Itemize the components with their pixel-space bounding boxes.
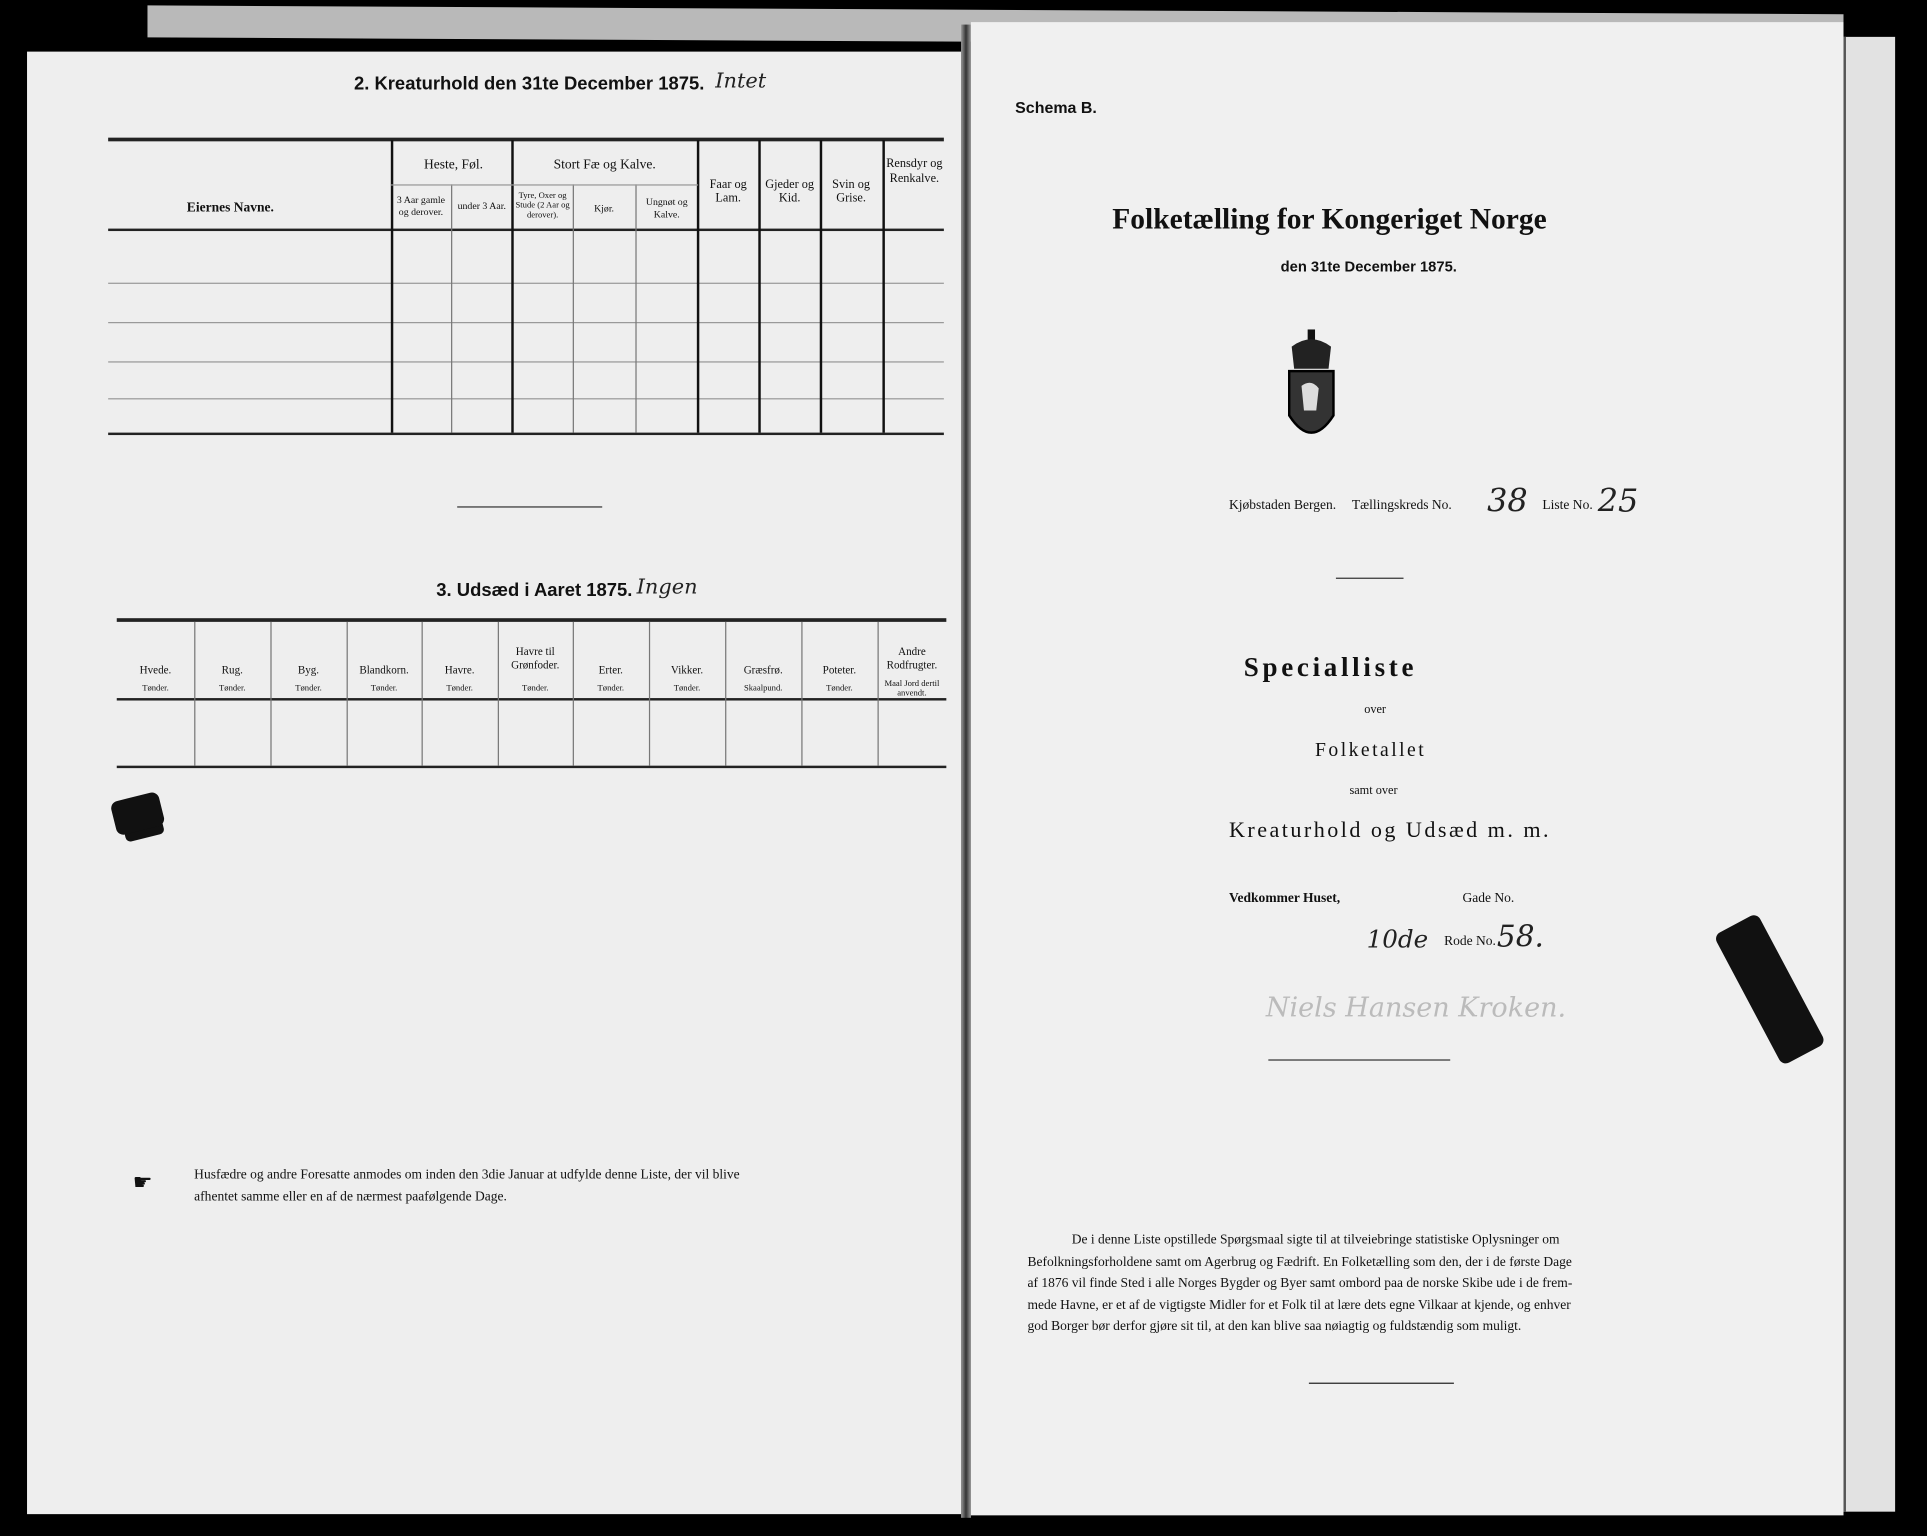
col-sheep: Faar og Lam. xyxy=(709,178,747,206)
document-title: Folketælling for Kongeriget Norge xyxy=(1112,204,1547,236)
subcol-horses-old: 3 Aar gamle og derover. xyxy=(396,194,445,218)
row-line xyxy=(108,398,944,399)
table3-col-name: Byg. xyxy=(297,663,320,676)
subcol-calves: Ungnøt og Kalve. xyxy=(645,196,688,220)
owner-col-header: Eiernes Navne. xyxy=(186,200,274,216)
group-header-cattle: Stort Fæ og Kalve. xyxy=(553,157,656,173)
page-edge xyxy=(1844,37,1896,1512)
notice-line1: Husfædre og andre Foresatte anmodes om inden den 3die Januar at udfylde denne Liste, der vil blive xyxy=(194,1167,740,1183)
table3-col-unit: Tønder. xyxy=(142,683,169,694)
gade-label: Gade No. xyxy=(1462,891,1515,906)
paragraph-line: af 1876 vil finde Sted i alle Norges Bygder og Byer samt ombord paa de norske Skibe ude i de frem- xyxy=(1027,1275,1573,1291)
section2-handwritten: Intet xyxy=(715,68,767,94)
specialliste-heading: Specialliste xyxy=(1243,651,1418,683)
liste-label: Liste No. xyxy=(1542,497,1593,513)
table3-col-name: Hvede. xyxy=(139,663,172,676)
kreds-value: 38 xyxy=(1487,482,1528,520)
col-pigs: Svin og Grise. xyxy=(832,178,871,206)
col-divider xyxy=(725,622,726,766)
samt-over-text: samt over xyxy=(1349,784,1398,798)
subcol-bulls: Tyre, Oxer og Stude (2 Aar og derover). xyxy=(515,190,570,220)
section3-handwritten: Ingen xyxy=(636,575,698,600)
schema-label: Schema B. xyxy=(1015,98,1097,117)
kreds-label: Tællingskreds No. xyxy=(1351,497,1452,513)
rode-label: Rode No. xyxy=(1444,934,1496,949)
separator-line xyxy=(1268,1059,1450,1060)
rode-prefix: 10de xyxy=(1366,924,1429,954)
location-label: Kjøbstaden Bergen. xyxy=(1229,497,1337,513)
row-line xyxy=(108,322,944,323)
table3-col-name: Rug. xyxy=(221,663,243,676)
over-text: over xyxy=(1364,702,1387,717)
col-divider xyxy=(801,622,802,766)
col-divider xyxy=(573,622,574,766)
table3-col-name: Havre til Grønfoder. xyxy=(511,645,560,672)
table3-col-unit: Tønder. xyxy=(295,683,322,694)
table3-col-name: Erter. xyxy=(598,663,623,676)
col-divider xyxy=(878,622,879,766)
rode-value: 58. xyxy=(1496,919,1544,954)
table3-col-unit: Tønder. xyxy=(673,683,701,694)
table3-col-name: Blandkorn. xyxy=(359,663,409,676)
table3-bottom-rule xyxy=(117,766,947,768)
col-reindeer: Rensdyr og Renkalve. xyxy=(886,157,943,186)
table3-col-unit: Tønder. xyxy=(826,683,853,694)
coat-of-arms-icon xyxy=(1284,329,1338,449)
col-divider xyxy=(573,184,574,432)
table2-bottom-rule xyxy=(108,433,944,435)
col-divider xyxy=(422,622,423,766)
book-spine xyxy=(961,25,971,1518)
paragraph-line: De i denne Liste opstillede Spørgsmaal sigte til at tilveiebringe statistiske Oplysninger om xyxy=(1071,1232,1560,1248)
folketallet-text: Folketallet xyxy=(1315,739,1427,761)
liste-value: 25 xyxy=(1597,482,1639,520)
col-divider xyxy=(649,622,650,766)
paragraph-line: Befolkningsforholdene samt om Agerbrug og Fædrift. En Folketælling som den, der i de første Dage xyxy=(1027,1254,1572,1269)
table3-col-unit: Maal Jord dertil anvendt. xyxy=(884,678,940,699)
kreatur-text: Kreaturhold og Udsæd m. m. xyxy=(1229,817,1551,842)
table3-col-name: Andre Rodfrugter. xyxy=(886,645,938,672)
notice-line2: afhentet samme eller en af de nærmest paafølgende Dage. xyxy=(194,1189,507,1205)
section3-title: 3. Udsæd i Aaret 1875. xyxy=(436,580,633,601)
table2-top-rule xyxy=(108,138,944,142)
table3-col-unit: Tønder. xyxy=(370,683,398,694)
paragraph-line: god Borger bør derfor gjøre sit til, at den kan blive saa nøiagtig og fuldstændig som muligt. xyxy=(1027,1318,1522,1334)
table3-col-unit: Skaalpund. xyxy=(743,683,783,694)
table3-col-unit: Tønder. xyxy=(446,683,473,694)
col-divider xyxy=(635,184,636,432)
subcol-horses-young: under 3 Aar. xyxy=(457,200,506,212)
col-divider xyxy=(270,622,271,766)
col-divider xyxy=(451,184,452,432)
table3-col-unit: Tønder. xyxy=(597,683,625,694)
right-page xyxy=(971,22,1844,1515)
table3-col-name: Havre. xyxy=(444,663,475,676)
col-divider xyxy=(498,622,499,766)
table3-col-unit: Tønder. xyxy=(219,683,246,694)
group-rule xyxy=(391,184,698,185)
document-date: den 31te December 1875. xyxy=(1280,258,1457,276)
table2-header-rule xyxy=(108,229,944,231)
table3-col-name: Poteter. xyxy=(822,663,857,676)
separator-line xyxy=(457,506,602,507)
paragraph-line: mede Havne, er et af de vigtigste Midler for et Folk til at lære dets egne Vilkaar at kjende, og enhver xyxy=(1027,1297,1571,1312)
col-goats: Gjeder og Kid. xyxy=(765,178,815,206)
vedkommer-label: Vedkommer Huset, xyxy=(1229,891,1341,906)
table3-col-name: Græsfrø. xyxy=(743,663,783,676)
row-line xyxy=(108,361,944,362)
table3-col-name: Vikker. xyxy=(670,663,704,676)
separator-line xyxy=(1309,1383,1454,1384)
col-divider xyxy=(347,622,348,766)
table3-top-rule xyxy=(117,618,947,622)
row-line xyxy=(108,283,944,284)
table3-col-unit: Tønder. xyxy=(521,683,549,694)
table3-header-rule xyxy=(117,698,947,700)
pointing-hand-icon: ☛ xyxy=(132,1170,153,1195)
section2-title: 2. Kreaturhold den 31te December 1875. xyxy=(353,73,705,95)
group-header-horses: Heste, Føl. xyxy=(424,157,483,173)
subcol-cows: Kjør. xyxy=(594,202,615,214)
separator-line xyxy=(1336,578,1404,579)
col-divider xyxy=(194,622,195,766)
owner-name-handwritten: Niels Hansen Kroken. xyxy=(1265,993,1567,1024)
